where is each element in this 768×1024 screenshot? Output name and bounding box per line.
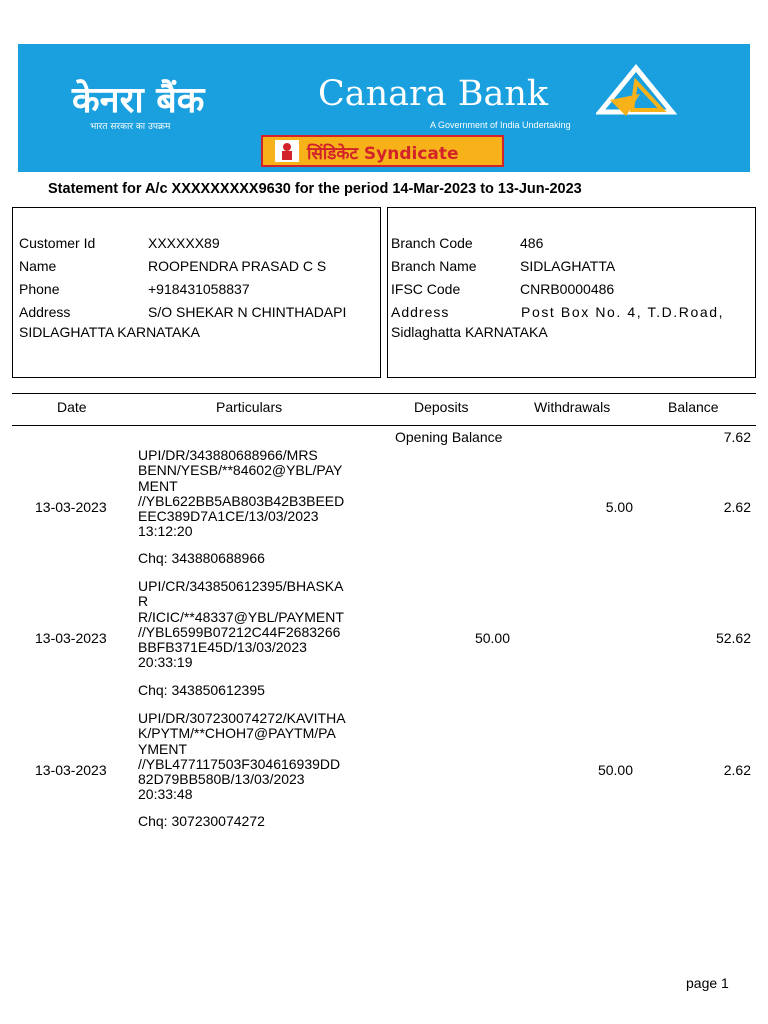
row-chq: Chq: 343850612395	[138, 682, 265, 698]
branch-code-label: Branch Code	[391, 235, 473, 251]
customer-id-value: XXXXXX89	[148, 235, 220, 251]
row-date: 13-03-2023	[35, 499, 107, 515]
row-particulars: UPI/DR/343880688966/MRS BENN/YESB/**84602@YBL/PAY MENT //YBL622BB5AB803B42B3BEED EEC389D7A1CE/13/03/2023 13:12:20	[138, 447, 345, 540]
row-date: 13-03-2023	[35, 630, 107, 646]
col-balance: Balance	[668, 399, 719, 415]
row-balance: 52.62	[715, 630, 751, 646]
name-value: ROOPENDRA PRASAD C S	[148, 258, 327, 274]
syndicate-label: सिंडिकेट Syndicate	[307, 144, 459, 164]
col-withdrawals: Withdrawals	[534, 399, 611, 415]
branch-code-value: 486	[520, 235, 544, 251]
table-header-rule	[12, 425, 756, 426]
page-number: page 1	[686, 975, 729, 991]
opening-balance-value: 7.62	[723, 429, 751, 445]
branch-address-line2: Sidlaghatta KARNATAKA	[391, 324, 548, 340]
row-withdrawal: 5.00	[605, 499, 633, 515]
table-top-rule	[12, 393, 756, 394]
address-line1: S/O SHEKAR N CHINTHADAPI	[148, 304, 347, 320]
row-balance: 2.62	[723, 762, 751, 778]
canara-logo-icon	[596, 64, 678, 120]
branch-address-line1: Post Box No. 4, T.D.Road,	[521, 304, 725, 320]
phone-label: Phone	[19, 281, 60, 297]
branch-address-label: Address	[391, 304, 450, 320]
col-deposits: Deposits	[414, 399, 469, 415]
address-label: Address	[19, 304, 71, 320]
opening-balance-label: Opening Balance	[395, 429, 503, 445]
syndicate-badge	[261, 135, 504, 167]
syndicate-emblem-icon	[275, 140, 299, 162]
name-label: Name	[19, 258, 57, 274]
customer-id-label: Customer Id	[19, 235, 96, 251]
col-particulars: Particulars	[216, 399, 283, 415]
row-date: 13-03-2023	[35, 762, 107, 778]
row-balance: 2.62	[723, 499, 751, 515]
row-deposit: 50.00	[474, 630, 510, 646]
row-chq: Chq: 343880688966	[138, 550, 265, 566]
row-withdrawal: 50.00	[597, 762, 633, 778]
statement-title: Statement for A/c XXXXXXXXX9630 for the period 14-Mar-2023 to 13-Jun-2023	[48, 181, 582, 197]
row-particulars: UPI/CR/343850612395/BHASKA R R/ICIC/**48337@YBL/PAYMENT //YBL6599B07212C44F2683266 BBFB371E45D/13/03/2023 20:33:19	[138, 578, 344, 671]
phone-value: +918431058837	[148, 281, 250, 297]
ifsc-label: IFSC Code	[391, 281, 461, 297]
branch-name-label: Branch Name	[391, 258, 477, 274]
hindi-bank-name: केनरा बैंक	[72, 80, 205, 121]
col-date: Date	[57, 399, 87, 415]
address-line2: SIDLAGHATTA KARNATAKA	[19, 324, 201, 340]
row-particulars: UPI/DR/307230074272/KAVITHA K/PYTM/**CHOH7@PAYTM/PA YMENT //YBL477117503F304616939DD 82D79BB580B/13/03/2023 20:33:48	[138, 710, 346, 803]
gov-subtitle: A Government of India Undertaking	[430, 120, 571, 130]
ifsc-value: CNRB0000486	[520, 281, 615, 297]
hindi-subtitle: भारत सरकार का उपक्रम	[90, 122, 171, 132]
branch-name-value: SIDLAGHATTA	[520, 258, 616, 274]
row-chq: Chq: 307230074272	[138, 813, 265, 829]
bank-name: Canara Bank	[318, 74, 549, 114]
